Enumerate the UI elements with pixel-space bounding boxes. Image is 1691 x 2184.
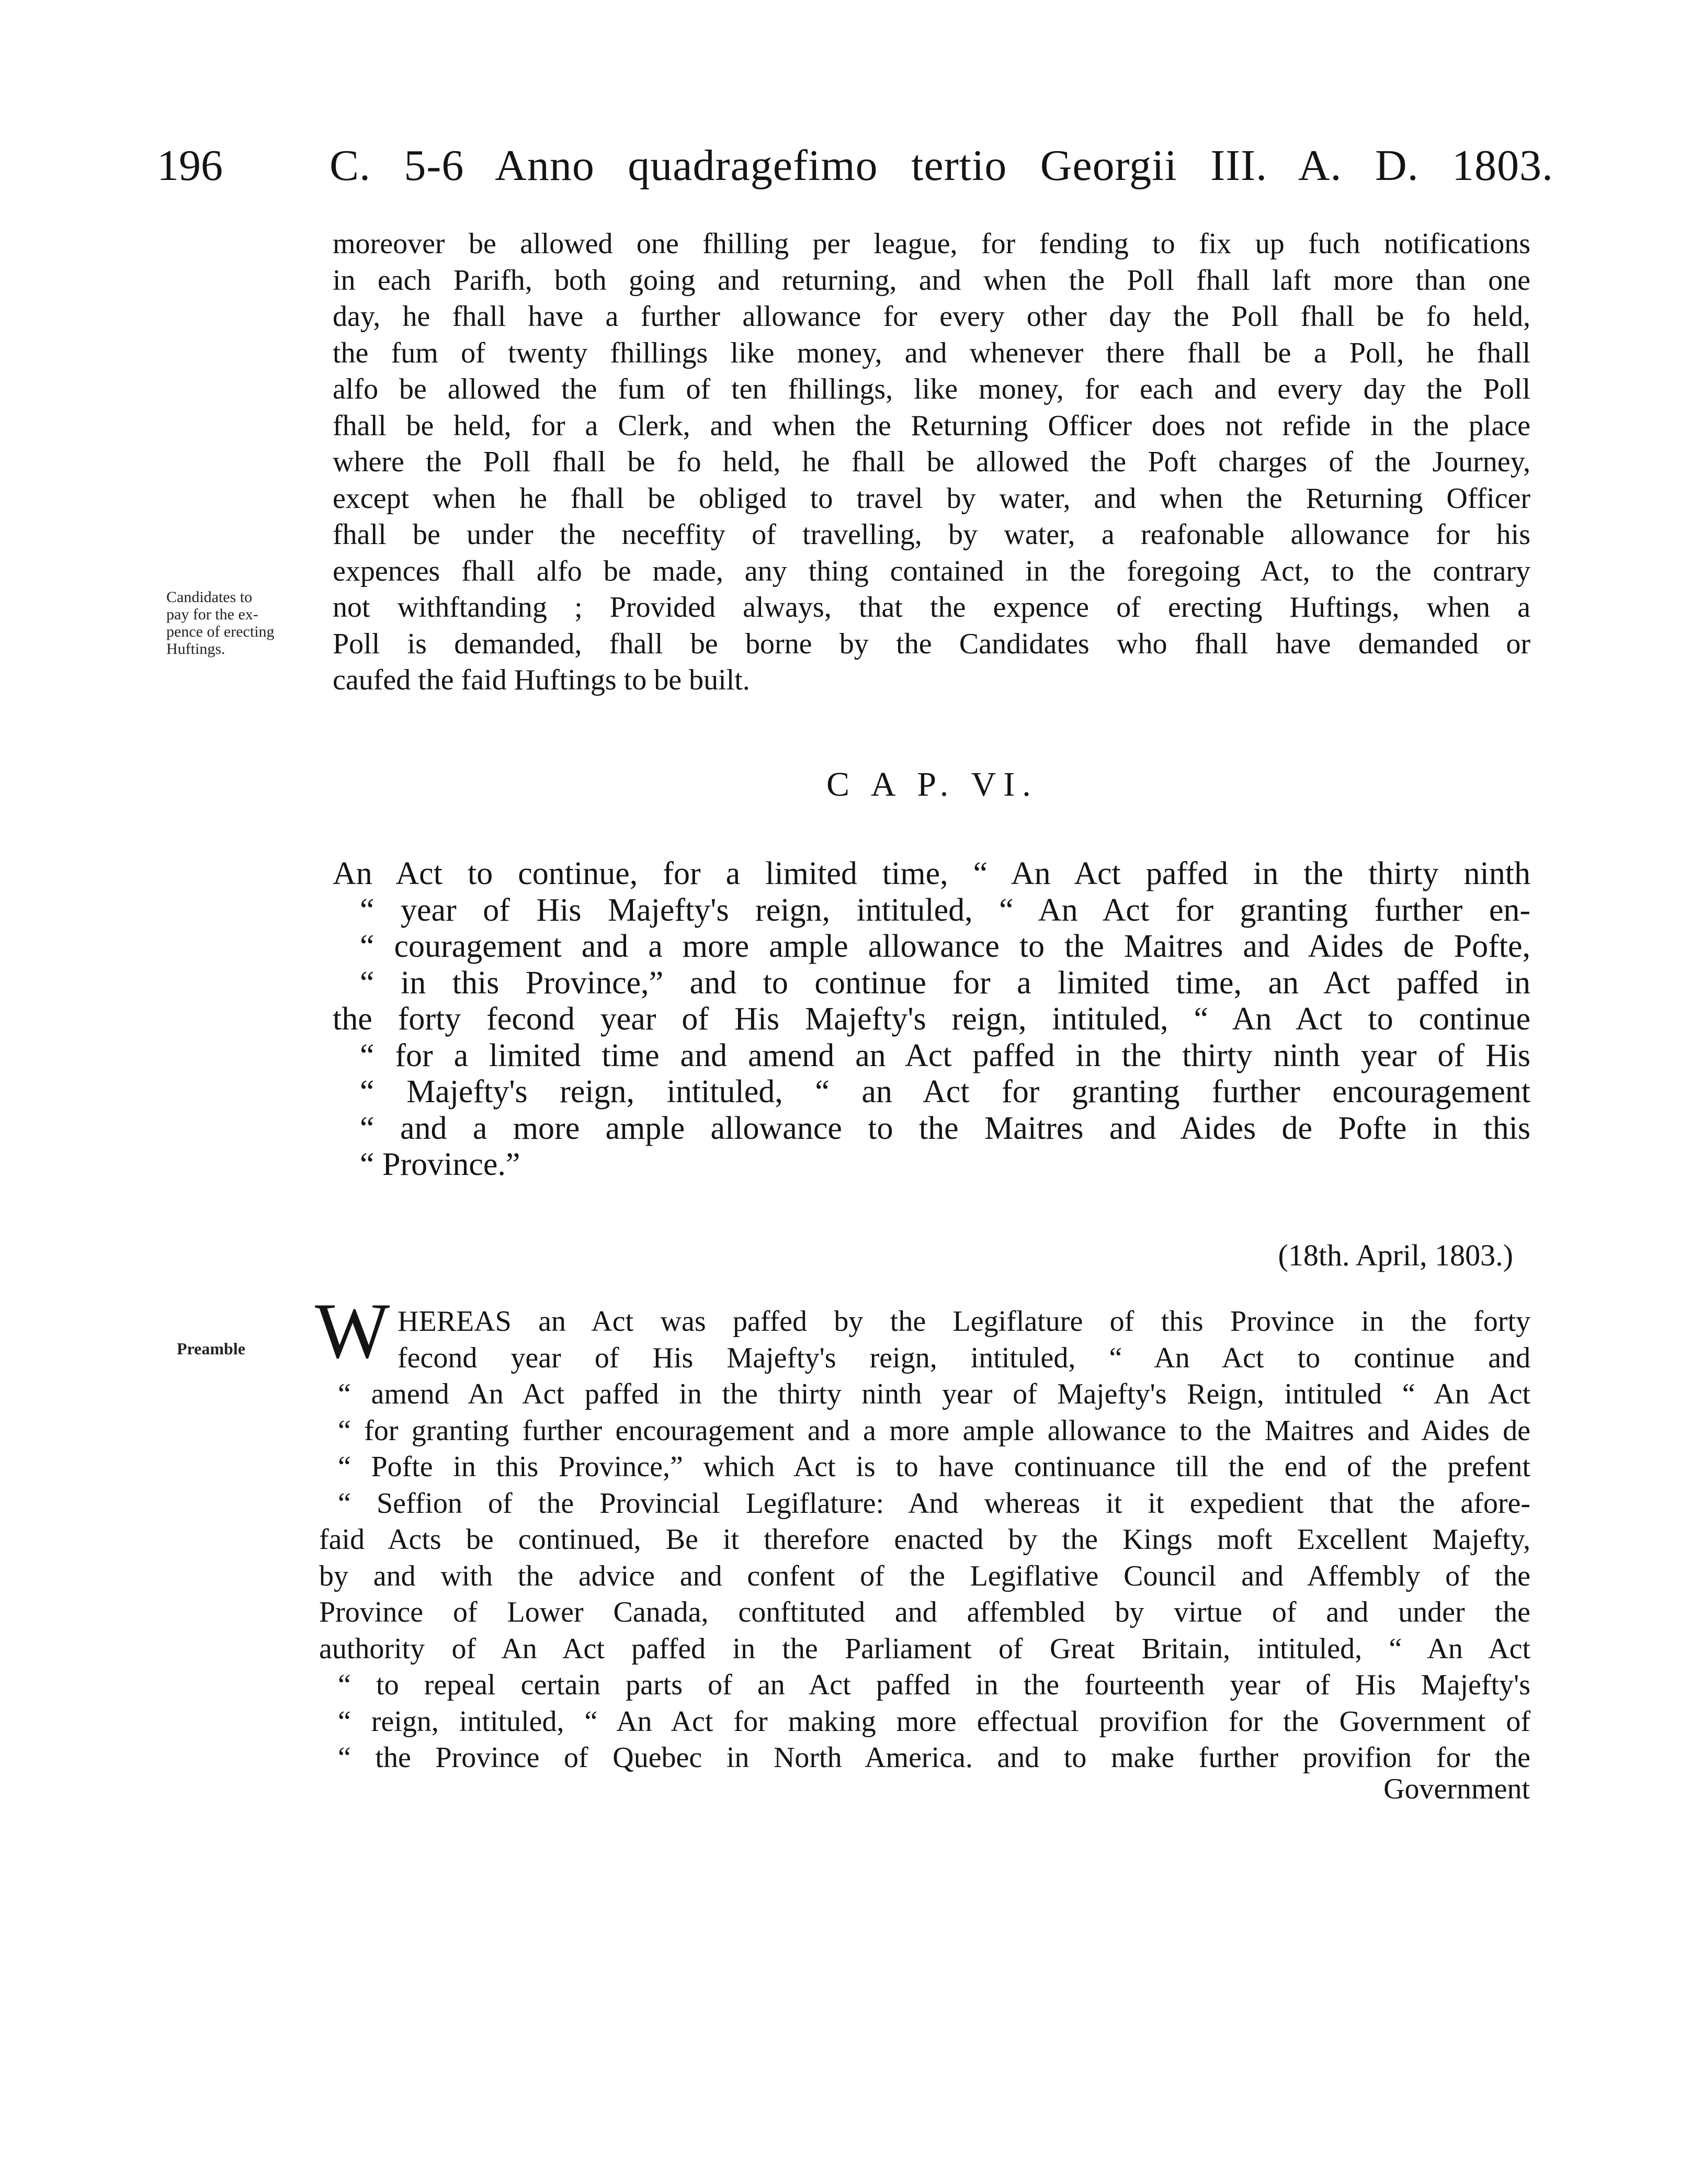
title-line: “ in this Province,” and to continue for a limited time, an Act paffed in: [360, 965, 1530, 1001]
continued-section-text: [333, 226, 1530, 699]
title-line: “ and a more ample allowance to the Maitres and Aides de Pofte in this: [360, 1110, 1530, 1146]
text-line: day, he fhall have a further allowance for every other day the Poll fhall be fo held,: [333, 300, 1530, 333]
catchword: Government: [1383, 1773, 1530, 1805]
text-line: fhall be held, for a Clerk, and when the Returning Officer does not refide in the place: [333, 409, 1530, 442]
text-line: alfo be allowed the fum of ten fhillings, like money, for each and every day the Poll: [333, 373, 1530, 405]
title-line: “ for a limited time and amend an Act paffed in the thirty ninth year of His: [360, 1037, 1530, 1073]
text-line: Province of Lower Canada, conftituted and affembled by virtue of and under the: [319, 1596, 1530, 1628]
sidenote-line: pence of erecting: [166, 623, 275, 640]
text-line: authority of An Act paffed in the Parliament of Great Britain, intituled, “ An Act: [319, 1632, 1530, 1665]
title-line: “ year of His Majefty's reign, intituled, “ An Act for granting further en-: [360, 892, 1530, 928]
text-line: “ reign, intituled, “ An Act for making more effectual provifion for the Government of: [338, 1705, 1530, 1738]
chapter-heading: C A P. VI.: [826, 765, 1038, 804]
running-head: [157, 137, 1559, 195]
page-number: 196: [157, 141, 223, 190]
sidenote-preamble: Preamble: [177, 1339, 245, 1358]
text-line: caufed the faid Huftings to be built.: [333, 664, 750, 696]
preamble-text: [319, 1304, 1530, 1776]
text-line: expences fhall alfo be made, any thing contained in the foregoing Act, to the contrary: [333, 555, 1530, 587]
text-line: HEREAS an Act was paffed by the Legiflature of this Province in the forty: [398, 1305, 1530, 1338]
text-line: except when he fhall be obliged to travel by water, and when the Returning Officer: [333, 482, 1530, 515]
title-line: “ Province.”: [360, 1147, 520, 1182]
act-date: (18th. April, 1803.): [1278, 1238, 1513, 1272]
title-line: An Act to continue, for a limited time, “ An Act paffed in the thirty ninth: [333, 856, 1530, 891]
text-line: “ for granting further encouragement and a more ample allowance to the Maitres and Aides de: [338, 1414, 1530, 1447]
text-line: in each Parifh, both going and returning, and when the Poll fhall laft more than one: [333, 264, 1530, 297]
text-line: by and with the advice and confent of the Legiflative Council and Affembly of the: [319, 1559, 1530, 1592]
text-line: fecond year of His Majefty's reign, intituled, “ An Act to continue and: [398, 1341, 1530, 1374]
sidenote-line: Candidates to: [166, 589, 253, 606]
text-line: not withftanding ; Provided always, that the expence of erecting Huftings, when a: [333, 591, 1530, 624]
text-line: moreover be allowed one fhilling per league, for fending to fix up fuch notifications: [333, 228, 1530, 260]
text-line: “ the Province of Quebec in North America. and to make further provifion for the: [338, 1741, 1530, 1774]
text-line: “ amend An Act paffed in the thirty ninth year of Majefty's Reign, intituled “ An Act: [338, 1378, 1530, 1410]
text-line: faid Acts be continued, Be it therefore enacted by the Kings moft Excellent Majefty,: [319, 1523, 1530, 1556]
running-title: C. 5-6 Anno quadragefimo tertio Georgii III. A. D. 1803.: [330, 141, 1553, 190]
text-line: Poll is demanded, fhall be borne by the Candidates who fhall have demanded or: [333, 627, 1530, 660]
text-line: “ Pofte in this Province,” which Act is to have continuance till the end of the prefent: [338, 1451, 1530, 1483]
text-line: “ to repeal certain parts of an Act paffed in the fourteenth year of His Majefty's: [338, 1669, 1530, 1701]
sidenote-line: pay for the ex-: [166, 606, 258, 623]
title-line: “ couragement and a more ample allowance to the Maitres and Aides de Pofte,: [360, 929, 1530, 964]
text-line: the fum of twenty fhillings like money, and whenever there fhall be a Poll, he fhall: [333, 336, 1530, 369]
text-line: fhall be under the neceffity of travelling, by water, a reafonable allowance for his: [333, 518, 1530, 551]
text-line: “ Seffion of the Provincial Legiflature: And whereas it it expedient that the afore-: [338, 1487, 1530, 1520]
sidenote-hustings: [166, 589, 318, 658]
act-long-title: [333, 856, 1530, 1183]
sidenote-line: Huftings.: [166, 640, 225, 658]
title-line: “ Majefty's reign, intituled, “ an Act for granting further encouragement: [360, 1074, 1530, 1110]
title-line: the forty fecond year of His Majefty's reign, intituled, “ An Act to continue: [333, 1001, 1530, 1037]
text-line: where the Poll fhall be fo held, he fhall be allowed the Poft charges of the Journey,: [333, 446, 1530, 478]
drop-cap: W: [315, 1287, 390, 1375]
